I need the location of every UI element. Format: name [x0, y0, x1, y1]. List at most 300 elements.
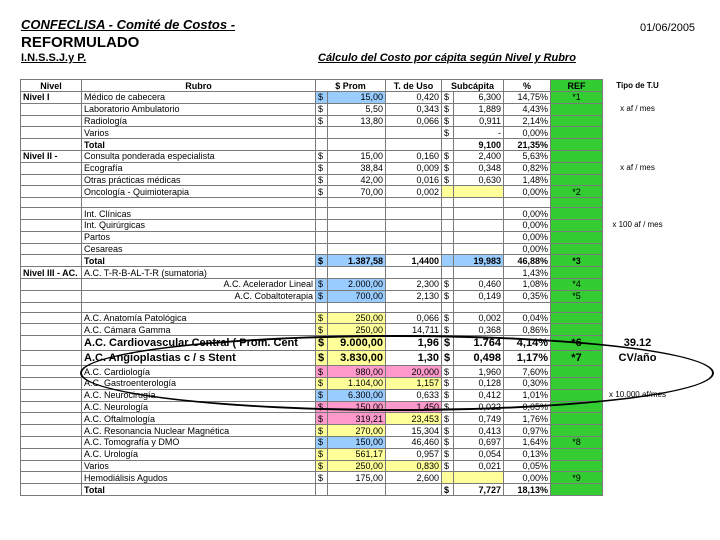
- cell-tipo: [603, 208, 673, 220]
- cell-pct: 14,75%: [504, 92, 551, 104]
- cell-sub: 0,348: [454, 162, 504, 174]
- cell-ref: [551, 267, 603, 279]
- cell-cur: $: [316, 290, 328, 302]
- cell-uso: 0,009: [386, 162, 442, 174]
- cell-prom: [328, 243, 386, 255]
- cell-pct: 0,13%: [504, 448, 551, 460]
- table-header-row: [21, 80, 673, 92]
- cell-sc: [442, 219, 454, 231]
- cell-ref: [551, 243, 603, 255]
- cell-ref: [551, 484, 603, 496]
- cell-rubro: A.C. Gastroenterología: [82, 377, 316, 389]
- cell-nivel: [21, 425, 82, 437]
- cell-sub: [454, 198, 504, 208]
- cell-tipo: x af / mes: [620, 163, 655, 173]
- cell-sc: $: [442, 401, 454, 413]
- cell-tipo: [603, 448, 673, 460]
- cell-uso: 2,300: [386, 278, 442, 290]
- cell-sc: $: [442, 174, 454, 186]
- header-subcapita: Subcápita: [442, 80, 504, 92]
- cell-tipo: CV/año: [618, 352, 657, 365]
- cell-uso: 1,30: [386, 351, 442, 366]
- cell-sc: $: [442, 351, 454, 366]
- cell-sub: [454, 243, 504, 255]
- cell-ref: [551, 127, 603, 139]
- cell-sub: 19,983: [454, 255, 504, 267]
- header-rubro: Rubro: [82, 80, 316, 92]
- cell-sc: $: [442, 150, 454, 162]
- cell-nivel: [21, 162, 82, 174]
- cell-sc: $: [442, 413, 454, 425]
- cell-uso: [386, 208, 442, 220]
- cell-nivel: [21, 219, 82, 231]
- cell-uso: 1,450: [386, 401, 442, 413]
- cell-prom: 70,00: [328, 186, 386, 198]
- cell-cur: $: [316, 351, 328, 366]
- cell-ref: [551, 366, 603, 378]
- cell-cur: $: [316, 413, 328, 425]
- cell-sub: [454, 208, 504, 220]
- cell-cur: [316, 484, 328, 496]
- cell-nivel: [21, 115, 82, 127]
- cell-prom: [328, 139, 386, 151]
- cell-prom: [328, 127, 386, 139]
- cell-ref: [551, 377, 603, 389]
- cell-prom: 15,00: [328, 92, 386, 104]
- cell-sc: $: [442, 448, 454, 460]
- cell-nivel: [21, 448, 82, 460]
- header-percent: %: [504, 80, 551, 92]
- cell-sub: 0,054: [454, 448, 504, 460]
- cell-tipo: [603, 150, 673, 162]
- cell-cur: $: [316, 389, 328, 401]
- table-row: [21, 243, 673, 255]
- table-row: [21, 302, 673, 312]
- cell-rubro: Laboratorio Ambulatorio: [82, 103, 316, 115]
- cell-rubro: A.C. Neurocirugía: [82, 389, 316, 401]
- cell-pct: 21,35%: [504, 139, 551, 151]
- cell-pct: 7,60%: [504, 366, 551, 378]
- cell-tipo: [603, 139, 673, 151]
- cell-nivel: [21, 472, 82, 484]
- table-row: [21, 186, 673, 198]
- cell-ref: [551, 312, 603, 324]
- cell-rubro: Cesareas: [82, 243, 316, 255]
- cell-pct: 0,00%: [504, 186, 551, 198]
- cell-cur: [316, 267, 328, 279]
- cell-nivel: [21, 377, 82, 389]
- table-row: [21, 103, 673, 115]
- cell-sub: 0,413: [454, 425, 504, 437]
- cell-sub: [454, 219, 504, 231]
- cell-uso: [386, 484, 442, 496]
- cost-table: [20, 79, 673, 496]
- cell-rubro: Consulta ponderada especialista: [82, 150, 316, 162]
- cell-prom: 15,00: [328, 150, 386, 162]
- cell-prom: 2.000,00: [328, 278, 386, 290]
- cell-sc: [442, 255, 454, 267]
- cell-sub: 0,149: [454, 290, 504, 302]
- header-ref: REF: [551, 80, 603, 92]
- cell-sub: 0,911: [454, 115, 504, 127]
- cell-sc: $: [442, 484, 454, 496]
- cell-sc: [442, 302, 454, 312]
- cell-rubro: Total: [82, 484, 316, 496]
- table-row: [21, 484, 673, 496]
- cell-uso: [386, 302, 442, 312]
- cell-cur: $: [316, 186, 328, 198]
- cell-cur: [316, 198, 328, 208]
- cell-cur: [316, 208, 328, 220]
- cell-uso: 20,000: [386, 366, 442, 378]
- header-tipo: Tipo de T.U: [616, 80, 659, 90]
- cell-nivel: [21, 139, 82, 151]
- cell-tipo: [603, 425, 673, 437]
- cell-cur: $: [316, 150, 328, 162]
- cell-pct: 0,04%: [504, 312, 551, 324]
- cell-sub: 7,727: [454, 484, 504, 496]
- cell-pct: [504, 198, 551, 208]
- cell-prom: 42,00: [328, 174, 386, 186]
- cell-sub: 0,460: [454, 278, 504, 290]
- cell-sub: 0,498: [454, 351, 504, 366]
- cell-uso: 23,453: [386, 413, 442, 425]
- cell-prom: 150,00: [328, 436, 386, 448]
- cell-sub: 0,021: [454, 460, 504, 472]
- cell-nivel: Nivel II -: [21, 150, 82, 162]
- cell-prom: 980,00: [328, 366, 386, 378]
- cell-ref: [551, 150, 603, 162]
- cell-prom: [328, 231, 386, 243]
- table-row: [21, 425, 673, 437]
- cell-pct: 0,00%: [504, 231, 551, 243]
- cell-tipo: [603, 324, 673, 336]
- cell-ref: *6: [551, 336, 603, 351]
- cell-sc: $: [442, 312, 454, 324]
- table-row: [21, 366, 673, 378]
- cell-pct: 0,00%: [504, 127, 551, 139]
- cell-nivel: [21, 366, 82, 378]
- cell-uso: 0,633: [386, 389, 442, 401]
- cell-cur: [316, 219, 328, 231]
- cell-sub: 9,100: [454, 139, 504, 151]
- header-uso: T. de Uso: [386, 80, 442, 92]
- cell-prom: 9.000,00: [328, 336, 386, 351]
- cell-rubro: A.C. Cardiología: [82, 366, 316, 378]
- cell-nivel: [21, 324, 82, 336]
- cell-sub: [454, 231, 504, 243]
- cell-nivel: [21, 401, 82, 413]
- cell-uso: 0,066: [386, 115, 442, 127]
- cell-prom: 250,00: [328, 312, 386, 324]
- cell-pct: 0,05%: [504, 460, 551, 472]
- cell-sub: 0,630: [454, 174, 504, 186]
- cell-pct: 0,00%: [504, 219, 551, 231]
- cell-pct: 0,00%: [504, 208, 551, 220]
- cell-rubro: A.C. Acelerador Lineal: [82, 278, 316, 290]
- cell-cur: [316, 139, 328, 151]
- cell-tipo: 39.12: [623, 337, 652, 350]
- cell-rubro: A.C. Anatomía Patológica: [82, 312, 316, 324]
- cell-sc: [442, 198, 454, 208]
- cell-sub: 1,889: [454, 103, 504, 115]
- cell-sub: 0,749: [454, 413, 504, 425]
- cell-pct: 0,35%: [504, 290, 551, 302]
- cell-nivel: Nivel I: [21, 92, 82, 104]
- cell-rubro: A.C. Resonancia Nuclear Magnética: [82, 425, 316, 437]
- cell-uso: 0,016: [386, 174, 442, 186]
- cell-cur: $: [316, 472, 328, 484]
- cell-rubro: Otras prácticas médicas: [82, 174, 316, 186]
- cell-uso: [386, 243, 442, 255]
- cell-nivel: [21, 231, 82, 243]
- cell-prom: 13,80: [328, 115, 386, 127]
- cell-prom: 1.104,00: [328, 377, 386, 389]
- cell-ref: *1: [551, 92, 603, 104]
- cell-sub: 0,412: [454, 389, 504, 401]
- cell-sc: [442, 231, 454, 243]
- cell-ref: [551, 389, 603, 401]
- cell-cur: $: [316, 425, 328, 437]
- cell-uso: 1,4400: [386, 255, 442, 267]
- cell-prom: [328, 198, 386, 208]
- cell-tipo: [603, 255, 673, 267]
- cell-pct: 1,08%: [504, 278, 551, 290]
- cell-uso: [386, 219, 442, 231]
- cell-prom: 250,00: [328, 324, 386, 336]
- cell-rubro: A.C. Urología: [82, 448, 316, 460]
- cell-sub: 0,128: [454, 377, 504, 389]
- cell-nivel: [21, 413, 82, 425]
- cell-ref: *4: [551, 278, 603, 290]
- cell-cur: $: [316, 92, 328, 104]
- cell-sub: [454, 267, 504, 279]
- cell-tipo: [603, 267, 673, 279]
- cell-pct: 0,86%: [504, 324, 551, 336]
- cell-tipo: [603, 127, 673, 139]
- cell-nivel: [21, 351, 82, 366]
- cell-ref: *5: [551, 290, 603, 302]
- cell-cur: $: [316, 377, 328, 389]
- table-row: [21, 290, 673, 302]
- cell-rubro: A.C. T-R-B-AL-T-R (sumatoria): [82, 267, 316, 279]
- cell-rubro: [82, 302, 316, 312]
- cell-sc: $: [442, 103, 454, 115]
- cell-cur: $: [316, 278, 328, 290]
- cell-ref: [551, 219, 603, 231]
- cell-nivel: [21, 174, 82, 186]
- cell-ref: [551, 115, 603, 127]
- cell-sc: $: [442, 425, 454, 437]
- cell-nivel: [21, 255, 82, 267]
- cell-tipo: [603, 231, 673, 243]
- cell-sub: [454, 302, 504, 312]
- cell-tipo: [603, 460, 673, 472]
- cell-rubro: Total: [82, 139, 316, 151]
- cell-uso: 0,343: [386, 103, 442, 115]
- cell-ref: [551, 198, 603, 208]
- cell-pct: 1,17%: [504, 351, 551, 366]
- cell-prom: [328, 219, 386, 231]
- cell-uso: 2,600: [386, 472, 442, 484]
- cell-uso: 0,160: [386, 150, 442, 162]
- table-row: [21, 115, 673, 127]
- cell-uso: 0,066: [386, 312, 442, 324]
- cell-cur: $: [316, 255, 328, 267]
- cell-pct: 0,82%: [504, 162, 551, 174]
- cell-sub: [454, 472, 504, 484]
- cell-rubro: Int. Quirúrgicas: [82, 219, 316, 231]
- cell-pct: 0,97%: [504, 425, 551, 437]
- cell-nivel: [21, 290, 82, 302]
- table-row: [21, 278, 673, 290]
- cell-pct: 4,43%: [504, 103, 551, 115]
- cell-rubro: Varios: [82, 127, 316, 139]
- cell-cur: $: [316, 460, 328, 472]
- cell-tipo: [603, 302, 673, 312]
- cell-tipo: x af / mes: [620, 104, 655, 114]
- cell-ref: [551, 460, 603, 472]
- cell-rubro: Partos: [82, 231, 316, 243]
- cell-uso: [386, 139, 442, 151]
- cell-tipo: [603, 436, 673, 448]
- cell-cur: [316, 231, 328, 243]
- cell-rubro: A.C. Cámara Gamma: [82, 324, 316, 336]
- table-row: [21, 312, 673, 324]
- cell-sc: $: [442, 278, 454, 290]
- cell-sc: [442, 208, 454, 220]
- cell-rubro: Radiología: [82, 115, 316, 127]
- table-row: [21, 231, 673, 243]
- cell-prom: 1.387,58: [328, 255, 386, 267]
- cell-sc: $: [442, 436, 454, 448]
- cell-sc: $: [442, 366, 454, 378]
- cell-cur: [316, 243, 328, 255]
- table-row: [21, 219, 673, 231]
- cell-sc: $: [442, 336, 454, 351]
- cell-tipo: [603, 278, 673, 290]
- cell-nivel: [21, 278, 82, 290]
- table-row: [21, 448, 673, 460]
- cell-ref: [551, 174, 603, 186]
- cell-pct: 2,14%: [504, 115, 551, 127]
- cell-sub: 0,022: [454, 401, 504, 413]
- cell-tipo: [603, 401, 673, 413]
- cell-pct: 1,43%: [504, 267, 551, 279]
- cell-sc: [442, 139, 454, 151]
- cell-prom: 319,21: [328, 413, 386, 425]
- header-nivel: Nivel: [21, 80, 82, 92]
- cell-prom: [328, 267, 386, 279]
- cell-cur: $: [316, 366, 328, 378]
- cell-nivel: [21, 389, 82, 401]
- cell-sc: [442, 243, 454, 255]
- cell-pct: 0,30%: [504, 377, 551, 389]
- cell-ref: [551, 208, 603, 220]
- cell-rubro: Int. Clínicas: [82, 208, 316, 220]
- cell-prom: 38,84: [328, 162, 386, 174]
- cell-uso: 1,96: [386, 336, 442, 351]
- cell-uso: 0,830: [386, 460, 442, 472]
- cell-cur: $: [316, 103, 328, 115]
- cell-pct: 1,01%: [504, 389, 551, 401]
- cell-ref: *8: [551, 436, 603, 448]
- cell-sub: 1.764: [454, 336, 504, 351]
- cell-nivel: [21, 436, 82, 448]
- cell-cur: $: [316, 448, 328, 460]
- cell-nivel: [21, 243, 82, 255]
- cell-tipo: [603, 377, 673, 389]
- cell-prom: 561,17: [328, 448, 386, 460]
- cell-pct: [504, 302, 551, 312]
- cell-rubro: [82, 198, 316, 208]
- table-row: [21, 336, 673, 351]
- document-subtitle: REFORMULADO: [21, 34, 140, 51]
- table-row: [21, 324, 673, 336]
- cell-rubro: A.C. Cobaltoterapia: [82, 290, 316, 302]
- cell-sc: $: [442, 290, 454, 302]
- cell-prom: [328, 208, 386, 220]
- table-row: [21, 460, 673, 472]
- cell-sc: $: [442, 460, 454, 472]
- cell-cur: $: [316, 336, 328, 351]
- document-title: CONFECLISA - Comité de Costos -: [21, 17, 236, 32]
- cell-prom: 250,00: [328, 460, 386, 472]
- cell-rubro: A.C. Angioplastias c / s Stent: [82, 351, 316, 366]
- cell-nivel: Nivel III - AC.: [21, 267, 82, 279]
- cell-pct: 46,88%: [504, 255, 551, 267]
- cell-sub: 0,697: [454, 436, 504, 448]
- cell-pct: 0,00%: [504, 472, 551, 484]
- cell-tipo: [603, 186, 673, 198]
- cell-sub: -: [454, 127, 504, 139]
- header-prom: $ Prom: [316, 80, 386, 92]
- cell-nivel: [21, 208, 82, 220]
- cell-ref: [551, 103, 603, 115]
- cell-tipo: [603, 198, 673, 208]
- cell-uso: 15,304: [386, 425, 442, 437]
- cell-ref: [551, 139, 603, 151]
- cell-ref: [551, 401, 603, 413]
- cell-prom: 5,50: [328, 103, 386, 115]
- table-row: [21, 401, 673, 413]
- table-row: [21, 472, 673, 484]
- cell-nivel: [21, 127, 82, 139]
- cell-sc: $: [442, 324, 454, 336]
- cell-pct: 1,64%: [504, 436, 551, 448]
- cell-ref: [551, 324, 603, 336]
- cell-cur: $: [316, 162, 328, 174]
- cell-sub: 0,368: [454, 324, 504, 336]
- cell-sub: 0,002: [454, 312, 504, 324]
- cell-sc: $: [442, 127, 454, 139]
- cell-cur: $: [316, 401, 328, 413]
- cell-rubro: Total: [82, 255, 316, 267]
- cell-pct: 5,63%: [504, 150, 551, 162]
- cell-sub: [454, 186, 504, 198]
- cell-tipo: [603, 413, 673, 425]
- cell-prom: [328, 484, 386, 496]
- cell-nivel: [21, 186, 82, 198]
- table-row: [21, 198, 673, 208]
- table-row: [21, 208, 673, 220]
- cell-rubro: A.C. Neurología: [82, 401, 316, 413]
- cell-rubro: Ecografía: [82, 162, 316, 174]
- cell-ref: [551, 231, 603, 243]
- cell-ref: *9: [551, 472, 603, 484]
- table-row: [21, 174, 673, 186]
- cell-pct: 0,05%: [504, 401, 551, 413]
